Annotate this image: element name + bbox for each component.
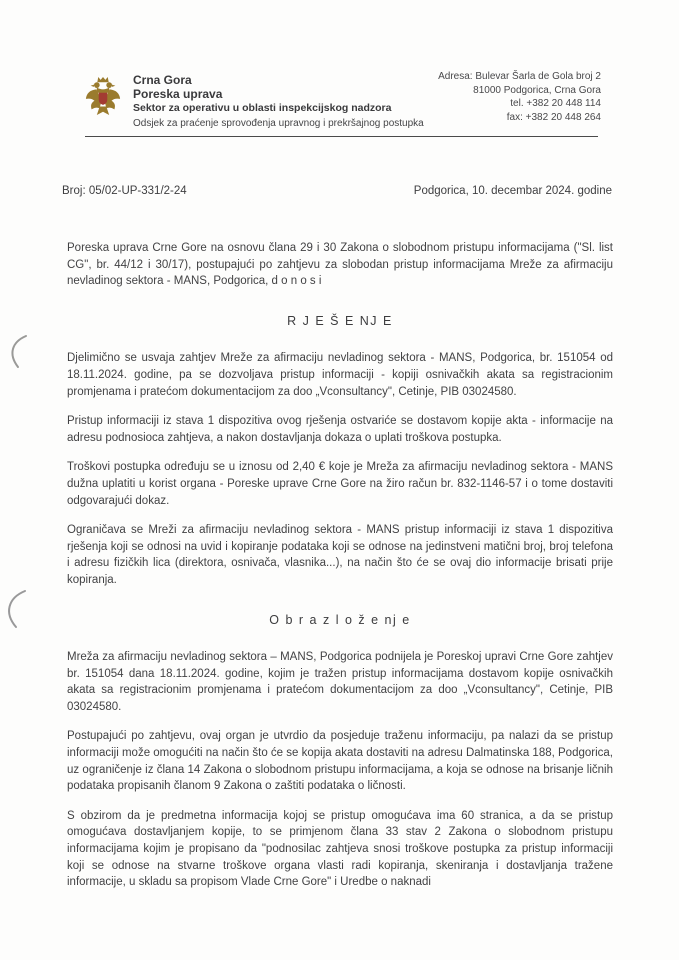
decision-title: R J E Š E NJ E	[287, 313, 393, 328]
organization-block	[133, 74, 424, 130]
double-eagle-emblem-icon	[84, 76, 122, 118]
coat-of-arms-logo	[84, 76, 122, 118]
address-block	[438, 70, 601, 124]
document-body	[67, 240, 613, 904]
explanation-paragraph-3: S obzirom da je predmetna informacija kojoj se pristup omogućava ima 60 stranica, a da se pristup omogućava dostavljanjem kopije, to se primjenom člana 33 stav 2 Zakona o slobodnom pristupu informacijama kojim je propisano da "podnosilac zahtjeva snosi troškove postupka za pristup informaciji koji se odnose na stvarne troškove organa vlasti radi kopiranja, skeniranja i dostavljanja tražene informacije, u skladu sa propisom Vlade Crne Gore" i Uredbe o naknadi	[67, 809, 613, 889]
place-and-date: Podgorica, 10. decembar 2024. godine	[413, 185, 612, 197]
dispositive-paragraph-2: Pristup informaciji iz stava 1 dispozitiva ovog rješenja ostvariće se dostavom kopije akta - informacije na adresu podnosioca zahtjeva, a nakon dostavljanja dokaza o uplati troškova postupka.	[67, 415, 613, 444]
explanation-title: O b r a z l o ž e nj e	[269, 612, 411, 627]
letterhead-divider	[85, 136, 598, 137]
dispositive-paragraph-4: Ograničava se Mreži za afirmaciju nevladinog sektora - MANS pristup informaciji iz stava 1 dispozitiva rješenja koji se odnosi na uvid i kopiranje podataka koji se odnose na jedinstveni matični broj, broj telefona i adresu fizičkih lica (direktora, osnivača, vlasnika...), na način što će se ovaj dio informacije brisati prije kopiranja.	[67, 524, 613, 586]
address-phone: tel. +382 20 448 114	[510, 98, 601, 109]
org-country: Crna Gora	[133, 73, 192, 87]
scan-artifact-bottom	[1, 588, 29, 630]
scan-artifact-top	[4, 334, 30, 370]
reference-row	[62, 185, 612, 197]
address-street: Adresa: Bulevar Šarla de Gola broj 2	[438, 71, 601, 82]
org-sector: Sektor za operativu u oblasti inspekcijskog nadzora	[133, 102, 392, 114]
address-city: 81000 Podgorica, Crna Gora	[473, 84, 601, 96]
dispositive-paragraph-1: Djelimično se usvaja zahtjev Mreže za afirmaciju nevladinog sektora - MANS, Podgorica, br. 151054 od 18.11.2024. godine, pa se dozvoljava pristup informaciji - kopiji osnivačkih akata sa registracionim promjenama i pratećom dokumentacijom za doo „Vconsultancy", Cetinje, PIB 03024580.	[67, 352, 613, 398]
org-name: Poreska uprava	[133, 86, 223, 101]
explanation-paragraph-2: Postupajući po zahtjevu, ovaj organ je utvrdio da posjeduje traženu informaciju, pa nalazi da se pristup informaciji može omogućiti na način što će se kopija akata dostaviti na adresu Dalmatinska 188, Podgorica, uz ograničenje iz člana 14 Zakona o slobodnom pristupu informacijama, a koja se odnose na brisanje ličnih podataka propisanih članom 9 Zakona o zaštiti podataka o ličnosti.	[67, 730, 613, 793]
org-department: Odsjek za praćenje sprovođenja upravnog i prekršajnog postupka	[133, 117, 424, 129]
document-number: Broj: 05/02-UP-331/2-24	[62, 185, 187, 197]
dispositive-paragraph-3: Troškovi postupka određuju se u iznosu od 2,40 € koje je Mreža za afirmaciju nevladinog sektora - MANS dužna uplatiti u korist organa - Poreske uprave Crne Gore na žiro račun br. 832-1146-57 i o tome dostaviti odgovarajući dokaz.	[67, 461, 613, 507]
intro-paragraph: Poreska uprava Crne Gore na osnovu člana 29 i 30 Zakona o slobodnom pristupu informacijama ("Sl. list CG", br. 44/12 i 30/17), postupajući po zahtjevu za slobodan pristup informacijama Mreže za afirmaciju nevladinog sektora - MANS, Podgorica, d o n o s i	[67, 242, 613, 288]
address-fax: fax: +382 20 448 264	[506, 111, 601, 123]
explanation-paragraph-1: Mreža za afirmaciju nevladinog sektora – MANS, Podgorica podnijela je Poreskoj upravi Crne Gore zahtjev br. 151054 dana 18.11.2024. godine, kojim je tražen pristup informacijama dostavom kopije osnivačkih akata sa registracionim promjenama i pratećom dokumentacijom za doo „Vconsultancy", Cetinje, PIB 03024580.	[67, 651, 613, 713]
